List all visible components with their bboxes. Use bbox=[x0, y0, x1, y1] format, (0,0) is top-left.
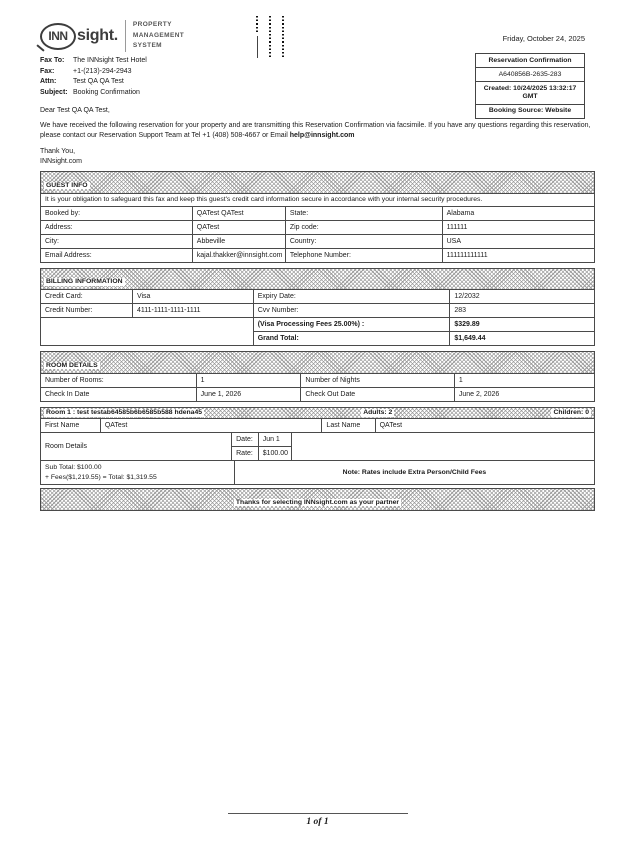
telephone-label: Telephone Number: bbox=[285, 248, 442, 262]
rate-date-label: Date: bbox=[232, 433, 259, 447]
checkout-label: Check Out Date bbox=[301, 387, 454, 401]
reservation-box-title: Reservation Confirmation bbox=[488, 56, 572, 64]
billing-section bbox=[40, 268, 595, 347]
rates-note: Note: Rates include Extra Person/Child Fees bbox=[234, 461, 594, 485]
fax-number-row bbox=[40, 67, 147, 78]
tagline-line3: SYSTEM bbox=[132, 42, 163, 50]
subject-label: Subject: bbox=[40, 88, 68, 96]
guest-info-section bbox=[40, 171, 595, 263]
rate-label: Rate: bbox=[232, 447, 259, 461]
state-value: Alabama bbox=[442, 206, 594, 220]
country-label: Country: bbox=[285, 234, 442, 248]
rate-date-value: Jun 1 bbox=[258, 433, 291, 447]
letter-text: We have received the following reservation for your property and are transmitting this Reservation Confirmation via facsimile. If you have any questions regarding this reservation, please contact our Reservation Support Team at Tel +1 (408) 508-4667 or Email bbox=[40, 122, 591, 139]
room-details-section bbox=[40, 351, 595, 402]
letter-paragraph bbox=[40, 121, 595, 140]
billing-empty-cell bbox=[41, 318, 254, 346]
table-row bbox=[41, 234, 595, 248]
rate-empty-cell bbox=[291, 433, 594, 461]
credit-number-value: 4111-1111-1111-1111 bbox=[132, 304, 253, 318]
room-details-cell: Room Details bbox=[41, 433, 232, 461]
room-details-header bbox=[40, 351, 595, 374]
num-rooms-value: 1 bbox=[196, 373, 301, 387]
fax-recipient-block bbox=[40, 56, 147, 98]
table-row bbox=[41, 433, 595, 447]
table-row bbox=[41, 387, 595, 401]
room1-totals-table bbox=[40, 460, 595, 485]
checkout-value: June 2, 2026 bbox=[454, 387, 594, 401]
grand-total-value: $1,649.44 bbox=[450, 332, 595, 346]
fax-to-row bbox=[40, 56, 147, 67]
billing-header bbox=[40, 268, 595, 291]
table-row bbox=[41, 220, 595, 234]
thanks-banner bbox=[40, 488, 595, 511]
zip-label: Zip code: bbox=[285, 220, 442, 234]
telephone-value: 111111111111 bbox=[442, 248, 594, 262]
page-number: 1 of 1 bbox=[306, 817, 329, 827]
booked-by-value: QATest QATest bbox=[192, 206, 285, 220]
email-value: kajal.thakker@innsight.com bbox=[192, 248, 285, 262]
guest-info-header bbox=[40, 171, 595, 194]
fax-mark-column bbox=[269, 16, 271, 58]
table-row bbox=[41, 304, 595, 318]
grand-total-label: Grand Total: bbox=[253, 332, 450, 346]
support-email-link[interactable]: help@innsight.com bbox=[289, 131, 355, 139]
booking-source: Booking Source: Website bbox=[476, 104, 584, 118]
table-row bbox=[41, 461, 595, 485]
fax-number-value: +1-(213)-294-2943 bbox=[73, 67, 132, 75]
fax-number-label: Fax: bbox=[40, 67, 55, 75]
subtotal-label: Sub Total: bbox=[45, 463, 76, 471]
attn-label: Attn: bbox=[40, 78, 57, 85]
num-rooms-label: Number of Rooms: bbox=[41, 373, 197, 387]
tagline-line1: PROPERTY bbox=[132, 21, 172, 28]
booked-by-label: Booked by: bbox=[41, 206, 193, 220]
rate-value: $100.00 bbox=[258, 447, 291, 461]
checkin-label: Check In Date bbox=[41, 387, 197, 401]
room1-rate-table bbox=[40, 432, 595, 461]
subject-value: Booking Confirmation bbox=[73, 88, 140, 96]
table-row bbox=[41, 318, 595, 332]
last-name-label: Last Name bbox=[322, 419, 375, 433]
document-date: Friday, October 24, 2025 bbox=[502, 34, 585, 43]
processing-fee-value: $329.89 bbox=[450, 318, 595, 332]
credit-number-label: Credit Number: bbox=[41, 304, 133, 318]
last-name-value: QATest bbox=[375, 419, 594, 433]
confirmation-number: A640856B-2635-283 bbox=[476, 67, 584, 81]
table-row bbox=[41, 248, 595, 262]
created-timestamp: Created: 10/24/2025 13:32:17 GMT bbox=[476, 81, 584, 103]
fees-total-line: + Fees($1,219.55) = Total: $1,319.55 bbox=[45, 473, 157, 481]
reservation-confirmation-box bbox=[475, 53, 585, 119]
table-row bbox=[41, 419, 595, 433]
processing-fee-label: (Visa Processing Fees 25.00%) : bbox=[253, 318, 450, 332]
table-row bbox=[41, 373, 595, 387]
fax-mark-column bbox=[282, 16, 284, 58]
billing-table bbox=[40, 289, 595, 346]
zip-value: 111111 bbox=[442, 220, 594, 234]
city-value: Abbeville bbox=[192, 234, 285, 248]
salutation: Dear Test QA QA Test, bbox=[40, 107, 110, 114]
city-label: City: bbox=[41, 234, 193, 248]
room1-title: Room 1 : test testab64585b6b6585b588 hdena45 bbox=[46, 409, 203, 417]
room1-guest-name-table bbox=[40, 418, 595, 433]
pms-tagline bbox=[125, 20, 184, 52]
checkin-value: June 1, 2026 bbox=[196, 387, 301, 401]
room-details-title: ROOM DETAILS bbox=[46, 361, 98, 369]
table-row bbox=[41, 206, 595, 220]
logo-inn-text: INN bbox=[48, 29, 68, 44]
fax-mark-column bbox=[256, 16, 258, 58]
email-label: Email Address: bbox=[41, 248, 193, 262]
attn-row bbox=[40, 77, 147, 88]
subject-row bbox=[40, 88, 147, 99]
guest-info-title: GUEST INFO bbox=[46, 181, 88, 189]
tagline-line2: MANAGEMENT bbox=[132, 31, 185, 39]
logo-sight-text: sight. bbox=[77, 27, 118, 45]
footer-rule bbox=[228, 813, 408, 814]
subtotal-cell bbox=[41, 461, 235, 485]
credit-card-value: Visa bbox=[132, 290, 253, 304]
fax-meta-marks bbox=[256, 16, 284, 58]
page-footer bbox=[0, 813, 635, 827]
thanks-text: Thanks for selecting INNsight.com as your partner bbox=[235, 498, 400, 506]
expiry-value: 12/2032 bbox=[450, 290, 595, 304]
room1-section bbox=[40, 407, 595, 485]
billing-title: BILLING INFORMATION bbox=[46, 278, 123, 286]
security-note: It is your obligation to safeguard this fax and keep this guest's credit card information secure in accordance with your internal security procedures. bbox=[40, 194, 595, 207]
first-name-label: First Name bbox=[41, 419, 101, 433]
num-nights-value: 1 bbox=[454, 373, 594, 387]
room1-children: Children: 0 bbox=[553, 409, 589, 417]
cvv-label: Cvv Number: bbox=[253, 304, 450, 318]
expiry-label: Expiry Date: bbox=[253, 290, 450, 304]
letter-signature: INNsight.com bbox=[40, 157, 83, 165]
fax-to-value: The INNsight Test Hotel bbox=[73, 57, 147, 64]
subtotal-line bbox=[45, 463, 230, 473]
credit-card-label: Credit Card: bbox=[41, 290, 133, 304]
table-row bbox=[41, 290, 595, 304]
room-details-table bbox=[40, 373, 595, 402]
letter-closing: Thank You, bbox=[40, 148, 76, 156]
fax-to-label: Fax To: bbox=[40, 57, 65, 64]
num-nights-label: Number of Nights bbox=[301, 373, 454, 387]
state-label: State: bbox=[285, 206, 442, 220]
cvv-value: 283 bbox=[450, 304, 595, 318]
subtotal-value: $100.00 bbox=[77, 463, 102, 471]
guest-info-table bbox=[40, 206, 595, 263]
attn-value: Test QA QA Test bbox=[73, 78, 124, 85]
magnifier-logo-icon bbox=[40, 23, 76, 50]
room1-adults: Adults: 2 bbox=[363, 409, 393, 417]
first-name-value: QATest bbox=[100, 419, 322, 433]
address-value: QATest bbox=[192, 220, 285, 234]
country-value: USA bbox=[442, 234, 594, 248]
address-label: Address: bbox=[41, 220, 193, 234]
